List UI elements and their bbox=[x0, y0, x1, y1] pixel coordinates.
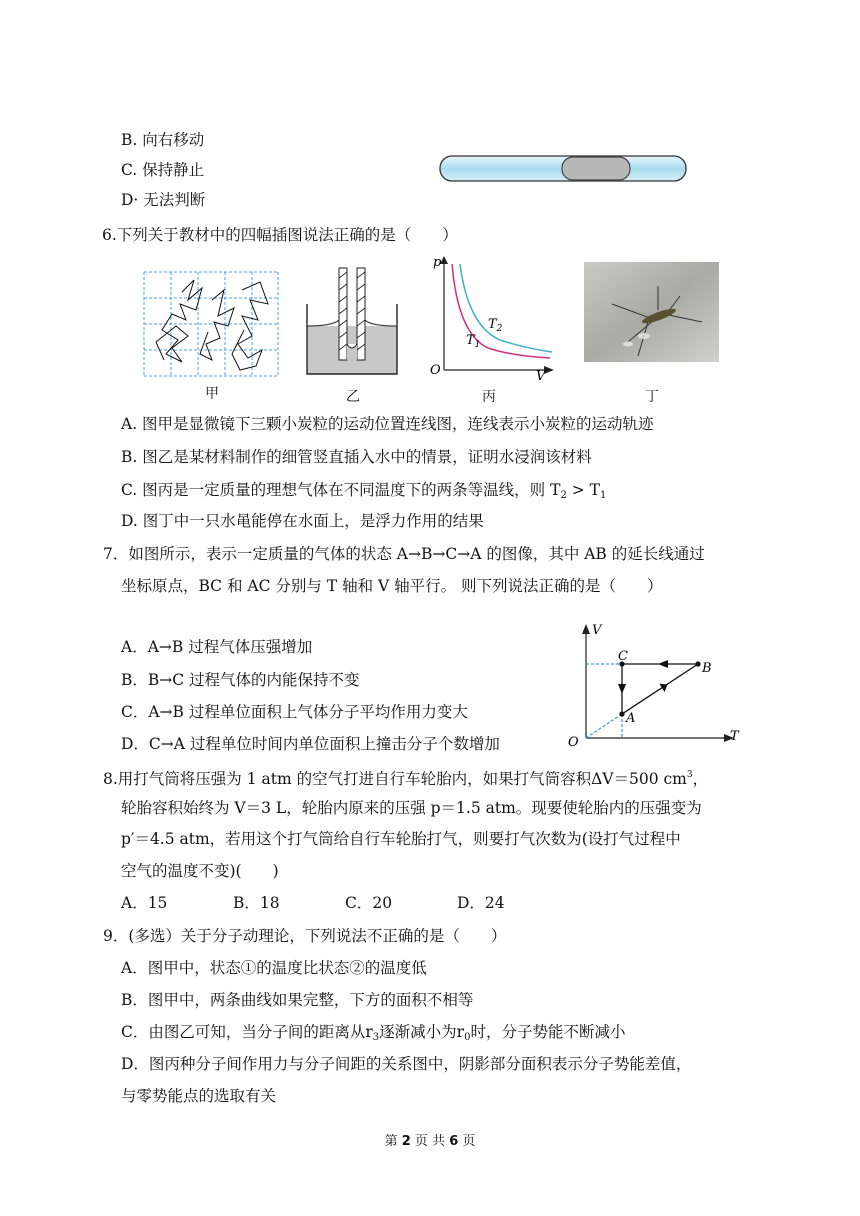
q7-option-b: B．B→C 过程气体的内能保持不变 bbox=[121, 671, 360, 689]
q9-option-b: B．图甲中，两条曲线如果完整，下方的面积不相等 bbox=[121, 991, 474, 1009]
tube-wall-left bbox=[339, 268, 347, 360]
label-c: C bbox=[618, 649, 628, 664]
q7-stem-line2: 坐标原点，BC 和 AC 分别与 T 轴和 V 轴平行。 则下列说法正确的是（ ） bbox=[121, 577, 663, 595]
caption-yi: 乙 bbox=[346, 389, 360, 405]
q8-option-b: B．18 bbox=[233, 894, 280, 912]
q6-option-b: B. 图乙是某材料制作的细管竖直插入水中的情景，证明水浸润该材料 bbox=[121, 448, 592, 466]
q7-option-a: A．A→B 过程气体压强增加 bbox=[121, 638, 313, 656]
label-a: A bbox=[626, 711, 636, 726]
q6-stem: 6.下列关于教材中的四幅插图说法正确的是（ ） bbox=[102, 226, 458, 244]
label-b: B bbox=[702, 661, 712, 676]
q9-option-a: A．图甲中，状态①的温度比状态②的温度低 bbox=[121, 959, 427, 977]
caption-ding: 丁 bbox=[645, 389, 659, 405]
q8-line1: 8.用打气筒将压强为 1 atm 的空气打进自行车轮胎内，如果打气筒容积ΔV＝500 $cm^3$， bbox=[103, 770, 709, 788]
label-v: V bbox=[536, 369, 546, 380]
label-v: V bbox=[592, 623, 602, 638]
label-o: O bbox=[568, 735, 579, 750]
label-p: p bbox=[433, 255, 442, 270]
mercury-column bbox=[562, 157, 630, 180]
q9-option-d-line2: 与零势能点的选取有关 bbox=[121, 1087, 277, 1105]
q5-tube-figure bbox=[438, 154, 688, 184]
ab-extension bbox=[586, 714, 622, 738]
q8-line3: p′＝4.5 atm，若用这个打气筒给自行车轮胎打气，则要打气次数为(设打气过程中 bbox=[121, 830, 681, 848]
q7-option-d: D．C→A 过程单位时间内单位面积上撞击分子个数增加 bbox=[121, 735, 500, 753]
q6-option-d: D. 图丁中一只水黾能停在水面上，是浮力作用的结果 bbox=[121, 512, 484, 530]
page-footer: 第 2 页 共 6 页 bbox=[384, 1134, 476, 1149]
figure-ding-water-strider bbox=[584, 262, 719, 362]
q7-vt-graph bbox=[564, 618, 744, 753]
q9-stem: 9．(多选）关于分子动理论，下列说法不正确的是（ ） bbox=[103, 927, 507, 945]
particle-path-3 bbox=[232, 282, 268, 370]
water-surface bbox=[307, 320, 397, 326]
label-t: T bbox=[730, 729, 739, 744]
q8-option-c: C．20 bbox=[345, 894, 393, 912]
q7-stem-line1: 7．如图所示，表示一定质量的气体的状态 A→B→C→A 的图像，其中 AB 的延长线通过 bbox=[103, 545, 705, 563]
q5-option-c: C. 保持静止 bbox=[121, 161, 205, 179]
q9-option-c: C．由图乙可知，当分子间的距离从$r_3$逐渐减小为$r_0$时，分子势能不断减小 bbox=[121, 1023, 626, 1043]
q5-option-b: B. 向右移动 bbox=[121, 131, 205, 149]
figure-jia-brownian bbox=[142, 270, 282, 378]
figure-yi-capillary bbox=[303, 264, 401, 378]
figure-bing-isotherms bbox=[428, 252, 560, 380]
caption-bing: 丙 bbox=[482, 389, 496, 405]
q6-option-a: A. 图甲是显微镜下三颗小炭粒的运动位置连线图，连线表示小炭粒的运动轨迹 bbox=[121, 415, 654, 433]
tube-wall-right bbox=[357, 268, 365, 360]
q8-option-d: D．24 bbox=[457, 894, 505, 912]
q7-option-c: C．A→B 过程单位面积上气体分子平均作用力变大 bbox=[121, 703, 468, 721]
segment-ab bbox=[622, 664, 698, 714]
caption-jia: 甲 bbox=[205, 386, 219, 402]
q8-line4: 空气的温度不变)( ) bbox=[121, 862, 279, 880]
label-o: O bbox=[430, 363, 441, 378]
q6-option-c: C. 图丙是一定质量的理想气体在不同温度下的两条等温线，则 $T_2 > T_1$ bbox=[121, 481, 607, 501]
q5-option-d: D· 无法判断 bbox=[121, 191, 206, 209]
label-t1: $T_1$ bbox=[466, 333, 481, 350]
label-t2: $T_2$ bbox=[488, 317, 503, 334]
q8-line2: 轮胎容积始终为 V＝3 L，轮胎内原来的压强 p＝1.5 atm。现要使轮胎内的压强变为 bbox=[121, 799, 702, 817]
q9-option-d-line1: D．图丙种分子间作用力与分子间距的关系图中，阴影部分面积表示分子势能差值， bbox=[121, 1055, 692, 1073]
q8-option-a: A．15 bbox=[121, 894, 168, 912]
